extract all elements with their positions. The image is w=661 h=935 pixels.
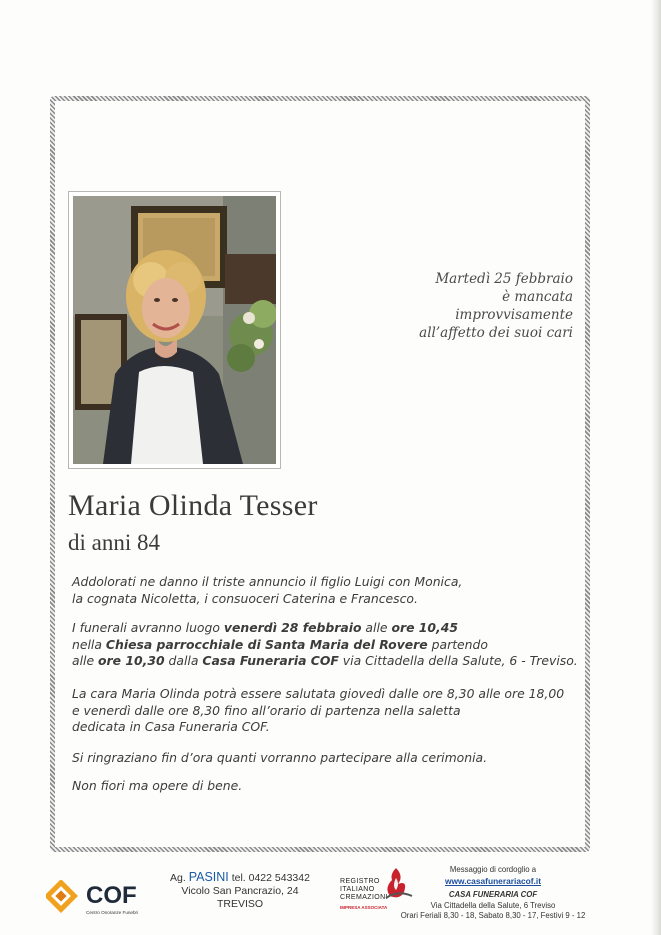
intro-line: improvvisamente <box>455 307 573 323</box>
paragraph-mourners <box>72 574 572 607</box>
funeral-home-hours: Orari Feriali 8,30 - 18, Sabato 8,30 - 17, Festivi 9 - 12 <box>400 911 586 920</box>
funeral-home-name: CASA FUNERARIA COF <box>448 890 538 899</box>
registro-cremazioni-logo: REGISTRO ITALIANO CREMAZIONI IMPRESA ASSOCIATA <box>336 864 418 914</box>
deceased-name: Maria Olinda Tesser <box>68 489 318 522</box>
agency-address: Vicolo San Pancrazio, 24 <box>181 885 299 897</box>
agency-name: PASINI <box>188 870 229 884</box>
agency-city: TREVISO <box>216 898 264 910</box>
cof-logo <box>46 880 156 920</box>
registro-subtext: IMPRESA ASSOCIATA <box>340 905 388 910</box>
text-line: La cara Maria Olinda potrà essere salutata giovedì dalle ore 8,30 alle ore 18,00 <box>72 686 565 701</box>
text-line: dedicata in Casa Funeraria COF. <box>72 719 270 734</box>
text-line: alle ore 10,30 dalla Casa Funeraria COF via Cittadella della Salute, 6 - Treviso. <box>72 653 578 668</box>
text-line: la cognata Nicoletta, i consuoceri Caterina e Francesco. <box>72 590 418 606</box>
funeral-home-address: Via Cittadella della Salute, 6 Treviso <box>430 900 556 910</box>
text-line: I funerali avranno luogo venerdì 28 febbraio alle ore 10,45 <box>72 620 459 635</box>
text-line: e venerdì dalle ore 8,30 fino all’orario di partenza nella saletta <box>72 702 461 718</box>
paragraph-flowers: Non fiori ma opere di bene. <box>72 778 243 793</box>
agency-line: Ag. PASINI tel. 0422 543342 <box>170 870 310 884</box>
cof-logo-text: COF <box>86 882 137 909</box>
funeral-home-contact <box>398 865 588 922</box>
intro-line: all’affetto dei suoi cari <box>419 325 573 341</box>
condolence-label: Messaggio di cordoglio a <box>449 865 537 874</box>
text-line: Addolorati ne danno il triste annuncio il figlio Luigi con Monica, <box>72 574 463 589</box>
cof-logo-subtext: Centro Onoranze Funebri <box>86 910 139 915</box>
paragraph-funeral <box>72 620 578 670</box>
paragraph-thanks: Si ringraziano fin d’ora quanti vorranno partecipare alla cerimonia. <box>72 750 488 765</box>
condolence-link[interactable]: www.casafunerariacof.it <box>444 875 542 886</box>
agency-phone: tel. 0422 543342 <box>231 872 310 884</box>
paragraph-visitation <box>72 686 572 736</box>
death-announcement-intro <box>333 270 573 342</box>
page-edge <box>651 0 661 935</box>
agency-contact <box>160 871 320 911</box>
deceased-age: di anni 84 <box>68 530 160 555</box>
intro-line: Martedì 25 febbraio <box>435 271 573 287</box>
portrait-photo <box>73 196 276 464</box>
text-line: nella Chiesa parrocchiale di Santa Maria del Rovere partendo <box>72 636 488 652</box>
intro-line: è mancata <box>502 289 573 305</box>
portrait-photo-frame <box>68 191 281 469</box>
